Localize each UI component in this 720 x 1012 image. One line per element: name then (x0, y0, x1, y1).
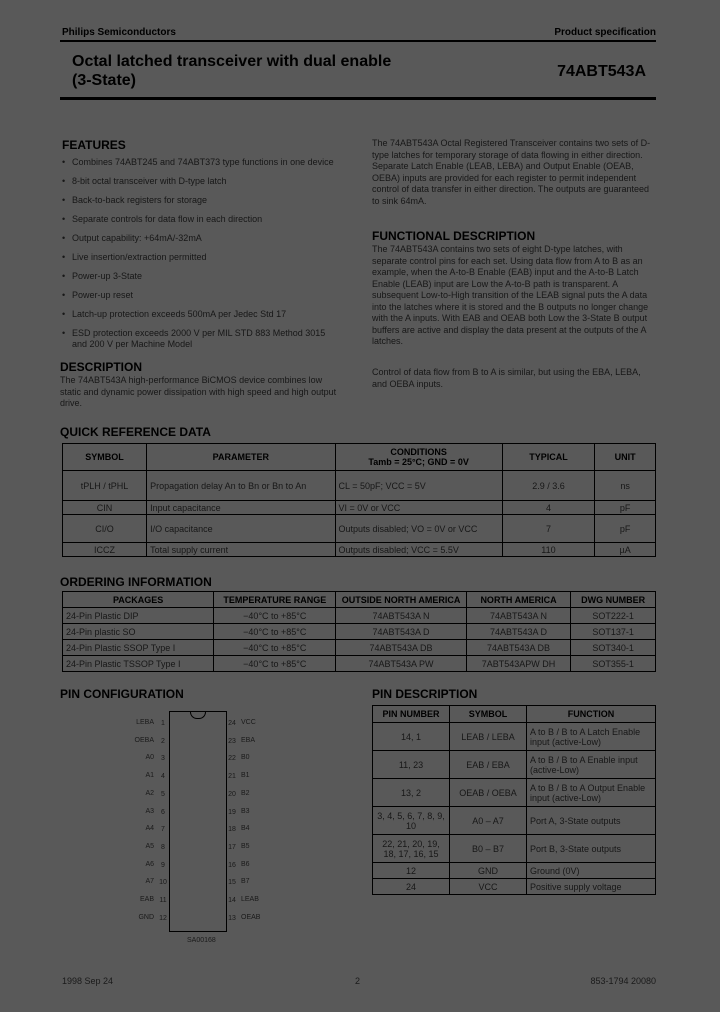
feature-item: • Back-to-back registers for storage (62, 195, 347, 206)
cell: 14, 1 (373, 723, 450, 751)
pin-number: 9 (161, 862, 165, 869)
pin-number: 23 (228, 738, 236, 745)
table-row (373, 723, 656, 751)
pin-number: 14 (228, 897, 236, 904)
cell: SOT355-1 (571, 656, 656, 672)
pin-number: 20 (228, 791, 236, 798)
cell: Ground (0V) (527, 863, 656, 879)
cell: B0 – B7 (450, 835, 527, 863)
col-header: UNIT (595, 444, 656, 471)
description-heading: DESCRIPTION (60, 360, 143, 374)
ic-package (169, 711, 227, 932)
table-row (63, 501, 656, 515)
pin-label: LEAB (241, 896, 259, 903)
feature-item: • Combines 74ABT245 and 74ABT373 type functions in one device (62, 157, 347, 168)
pin-desc-table (372, 705, 656, 895)
cell: 24-Pin Plastic DIP (63, 608, 214, 624)
cell: A0 – A7 (450, 807, 527, 835)
pin-number: 11 (159, 897, 167, 904)
cell: 13, 2 (373, 779, 450, 807)
feature-item: • Separate controls for data flow in each direction (62, 214, 347, 225)
cell: Propagation delay An to Bn or Bn to An (147, 471, 335, 501)
col-header: TYPICAL (502, 444, 595, 471)
cell: µA (595, 543, 656, 557)
pin-number: 3 (161, 755, 165, 762)
cell: 11, 23 (373, 751, 450, 779)
features-heading: FEATURES (62, 138, 126, 152)
pin-label: B7 (241, 878, 250, 885)
col-header: PIN NUMBER (373, 706, 450, 723)
cell: −40°C to +85°C (214, 640, 336, 656)
feature-item: • Power-up reset (62, 290, 347, 301)
pin-number: 5 (161, 791, 165, 798)
cell: VI = 0V or VCC (335, 501, 502, 515)
cell: 24 (373, 879, 450, 895)
cell: VCC (450, 879, 527, 895)
pin-desc-heading: PIN DESCRIPTION (372, 687, 478, 701)
pin-label: VCC (241, 719, 256, 726)
cell: 74ABT543A DB (336, 640, 466, 656)
cell: GND (450, 863, 527, 879)
cell: CIN (63, 501, 147, 515)
cell: 24-Pin Plastic SSOP Type I (63, 640, 214, 656)
cell: 74ABT543A N (466, 608, 571, 624)
feature-item: • Live insertion/extraction permitted (62, 252, 347, 263)
pin-label: A3 (145, 808, 154, 815)
functional-para-2: Control of data flow from B to A is similar, but using the EBA, LEBA, and OEBA inputs. (372, 367, 641, 389)
ordering-table (62, 591, 656, 672)
feature-item: • Latch-up protection exceeds 500mA per Jedec Std 17 (62, 309, 347, 320)
feature-item: • 8-bit octal transceiver with D-type latch (62, 176, 347, 187)
cell: Port A, 3-State outputs (527, 807, 656, 835)
table-row (63, 640, 656, 656)
pin-label: B3 (241, 808, 250, 815)
functional-para-1: The 74ABT543A contains two sets of eight D-type latches, with separate control pins for each set. Using data flow from A to B as an example, when the A-to-B Enable (EAB) input and the A-to-B Latch Enable (LEAB) input are Low the A-to-B path is transparent. A subsequent Low-to-High transition of the LEAB signal puts the A data into the latches where it is stored and the B outputs no longer change with the A inputs. With EAB and OEAB both Low the 3-State B output buffers are active and display the data present at the outputs of the A latches. (372, 244, 649, 346)
col-header: TEMPERATURE RANGE (214, 592, 336, 608)
title-line-1: Octal latched transceiver with dual enable (72, 53, 392, 70)
pin-number: 10 (159, 879, 167, 886)
cell: 110 (502, 543, 595, 557)
cell: 74ABT543A N (336, 608, 466, 624)
conditions-subheader: Tamb = 25°C; GND = 0V (368, 457, 469, 467)
table-row (373, 879, 656, 895)
cell: 7 (502, 515, 595, 543)
cell: A to B / B to A Output Enable input (active-Low) (527, 779, 656, 807)
title-line-2: (3-State) (72, 72, 137, 89)
table-row (373, 863, 656, 879)
cell: −40°C to +85°C (214, 656, 336, 672)
pin-label: EBA (241, 737, 256, 744)
col-header: PACKAGES (63, 592, 214, 608)
cell: 74ABT543A PW (336, 656, 466, 672)
table-row (373, 751, 656, 779)
cell: 22, 21, 20, 19, 18, 17, 16, 15 (373, 835, 450, 863)
cell: ICCZ (63, 543, 147, 557)
intro-text: The 74ABT543A Octal Registered Transceiver contains two sets of D-type latches for temporary storage of data flowing in either direction. Separate Latch Enable (LEAB, LEBA) and Output Enable (OEAB, OEBA) inputs are provided for each register to permit independent control of data transfer in either direction. The outputs are guaranteed to sink 64mA. (372, 138, 651, 206)
cell: ns (595, 471, 656, 501)
table-row (63, 543, 656, 557)
cell: SOT340-1 (571, 640, 656, 656)
cell: Total supply current (147, 543, 335, 557)
pin-number: 13 (228, 915, 236, 922)
col-header: SYMBOL (450, 706, 527, 723)
features-list (62, 157, 347, 358)
pin-label: A2 (145, 790, 154, 797)
cell: pF (595, 501, 656, 515)
table-row (63, 608, 656, 624)
table-row (373, 835, 656, 863)
cell: 74ABT543A D (336, 624, 466, 640)
pin-number: 17 (228, 844, 236, 851)
pin-number: 1 (161, 720, 165, 727)
cell: CI/O (63, 515, 147, 543)
cell: 74ABT543A DB (466, 640, 571, 656)
pin-number: 16 (228, 862, 236, 869)
cell: Positive supply voltage (527, 879, 656, 895)
pin-config-heading: PIN CONFIGURATION (60, 687, 184, 701)
pin-label: B4 (241, 825, 250, 832)
pin-number: 24 (228, 720, 236, 727)
pin-label: A4 (145, 825, 154, 832)
cell: 24-Pin Plastic TSSOP Type I (63, 656, 214, 672)
pin-number: 6 (161, 809, 165, 816)
ordering-heading: ORDERING INFORMATION (60, 575, 212, 589)
pin-number: 2 (161, 738, 165, 745)
cell: 4 (502, 501, 595, 515)
cell: Port B, 3-State outputs (527, 835, 656, 863)
cell: pF (595, 515, 656, 543)
cell: 74ABT543A D (466, 624, 571, 640)
cell: −40°C to +85°C (214, 624, 336, 640)
cell: 12 (373, 863, 450, 879)
cell: CL = 50pF; VCC = 5V (335, 471, 502, 501)
pin-label: GND (138, 914, 154, 921)
feature-item: • ESD protection exceeds 2000 V per MIL STD 883 Method 3015 and 200 V per Machine Model (62, 328, 337, 350)
col-header: SYMBOL (63, 444, 147, 471)
spec-label: Product specification (554, 27, 656, 38)
cell: A to B / B to A Enable input (active-Low) (527, 751, 656, 779)
pin-label: A6 (145, 861, 154, 868)
functional-heading: FUNCTIONAL DESCRIPTION (372, 229, 536, 243)
cell: Outputs disabled; VO = 0V or VCC (335, 515, 502, 543)
pin-label: OEAB (241, 914, 261, 921)
table-row (373, 779, 656, 807)
cell: LEAB / LEBA (450, 723, 527, 751)
footer-date: 1998 Sep 24 (62, 976, 114, 986)
pin-number: 22 (228, 755, 236, 762)
col-header: NORTH AMERICA (466, 592, 571, 608)
cell: 2.9 / 3.6 (502, 471, 595, 501)
feature-item: • Output capability: +64mA/-32mA (62, 233, 347, 244)
description-text: The 74ABT543A high-performance BiCMOS device combines low static and dynamic power dissipation with high speed and high output drive. (60, 375, 337, 408)
pin1-notch (190, 711, 206, 719)
table-row (373, 807, 656, 835)
pin-number: 12 (159, 915, 167, 922)
header-rule (60, 40, 656, 42)
pin-label: A1 (145, 772, 154, 779)
cell: 24-Pin plastic SO (63, 624, 214, 640)
cell: Outputs disabled; VCC = 5.5V (335, 543, 502, 557)
table-row (63, 624, 656, 640)
pin-label: B1 (241, 772, 250, 779)
part-number: 74ABT543A (557, 63, 646, 80)
cell: A to B / B to A Latch Enable input (active-Low) (527, 723, 656, 751)
col-header: DWG NUMBER (571, 592, 656, 608)
company-name: Philips Semiconductors (62, 27, 176, 38)
pin-number: 4 (161, 773, 165, 780)
col-header (335, 444, 502, 471)
pin-number: 15 (228, 879, 236, 886)
table-row (63, 471, 656, 501)
title-rule (60, 97, 656, 100)
pin-label: A7 (145, 878, 154, 885)
col-header: OUTSIDE NORTH AMERICA (336, 592, 466, 608)
conditions-header: CONDITIONS (390, 447, 447, 457)
feature-item: • Power-up 3-State (62, 271, 347, 282)
cell: OEAB / OEBA (450, 779, 527, 807)
pin-number: 7 (161, 826, 165, 833)
cell: SOT137-1 (571, 624, 656, 640)
pin-label: EAB (139, 896, 154, 903)
footer-page: 2 (355, 976, 361, 986)
pin-label: A5 (145, 843, 154, 850)
pin-number: 18 (228, 826, 236, 833)
table-row (63, 656, 656, 672)
pin-label: LEBA (136, 719, 154, 726)
quick-ref-table (62, 443, 656, 557)
pin-number: 21 (228, 773, 236, 780)
col-header: FUNCTION (527, 706, 656, 723)
cell: 3, 4, 5, 6, 7, 8, 9, 10 (373, 807, 450, 835)
footer-doc-number: 853-1794 20080 (590, 976, 656, 986)
pin-label: B5 (241, 843, 250, 850)
pin-label: B2 (241, 790, 250, 797)
pin-number: 8 (161, 844, 165, 851)
cell: tPLH / tPHL (63, 471, 147, 501)
cell: Input capacitance (147, 501, 335, 515)
cell: I/O capacitance (147, 515, 335, 543)
cell: −40°C to +85°C (214, 608, 336, 624)
cell: EAB / EBA (450, 751, 527, 779)
pin-number: 19 (228, 809, 236, 816)
quick-ref-heading: QUICK REFERENCE DATA (60, 425, 211, 439)
diagram-code: SA00168 (187, 937, 216, 944)
cell: 7ABT543APW DH (466, 656, 571, 672)
pin-label: B0 (241, 754, 250, 761)
col-header: PARAMETER (147, 444, 335, 471)
pin-label: A0 (145, 754, 154, 761)
pin-label: OEBA (134, 737, 154, 744)
table-row (63, 515, 656, 543)
pin-label: B6 (241, 861, 250, 868)
cell: SOT222-1 (571, 608, 656, 624)
